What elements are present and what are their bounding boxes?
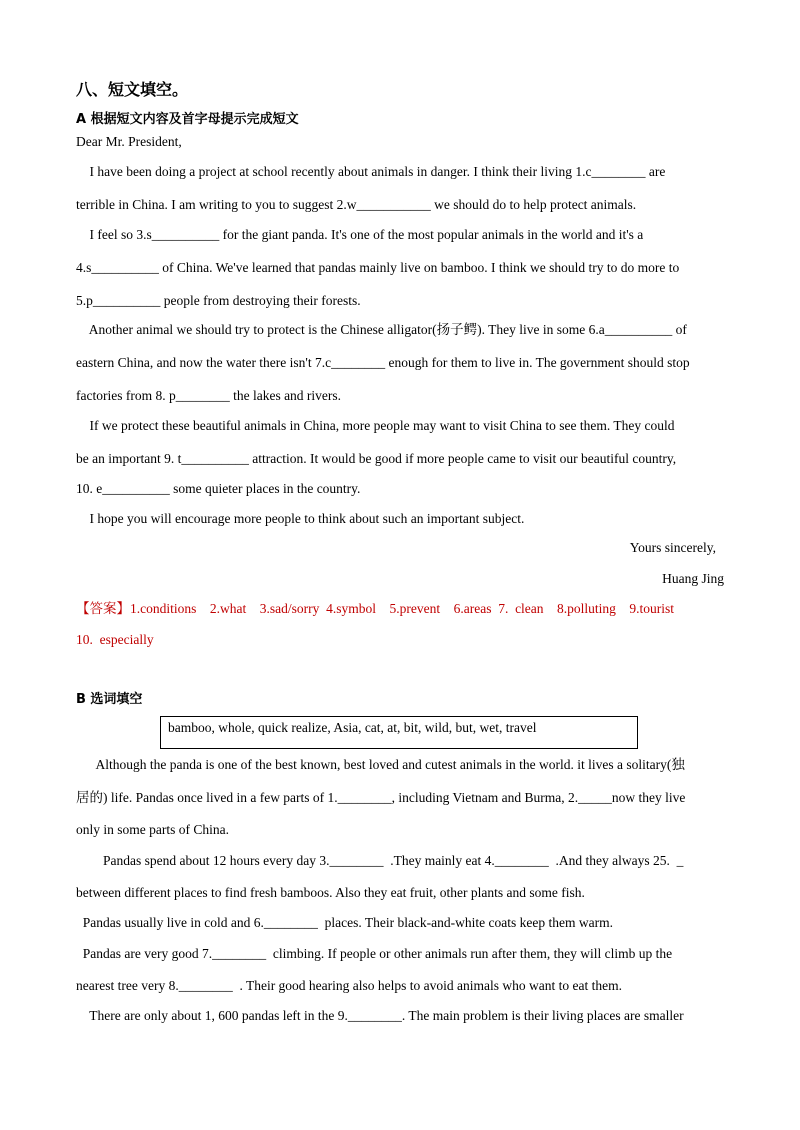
passage-line: Another animal we should try to protect is the Chinese alligator(扬子鳄). They live in some 6.a__________ of [76,322,687,337]
passage-line: nearest tree very 8.________ . Their good hearing also helps to avoid animals who want to eat them. [76,978,622,993]
passage-line: 居的) life. Pandas once lived in a few parts of 1.________, including Vietnam and Burma, 2._____now they live [76,790,686,805]
passage-line: I feel so 3.s__________ for the giant panda. It's one of the most popular animals in the world and it's a [76,227,644,242]
answer-key-line-2: 10. especially [76,632,154,647]
passage-line: I have been doing a project at school recently about animals in danger. I think their living 1.c________ are [76,164,666,179]
passage-line: There are only about 1, 600 pandas left in the 9.________. The main problem is their living places are smaller [76,1008,684,1023]
passage-line: only in some parts of China. [76,822,229,837]
passage-line: Pandas usually live in cold and 6.________ places. Their black-and-white coats keep them warm. [76,915,613,930]
passage-line: Pandas are very good 7.________ climbing. If people or other animals run after them, they will climb up the [76,946,673,961]
letter-signature: Huang Jing [662,571,724,586]
passage-line: be an important 9. t__________ attraction. It would be good if more people came to visit our beautiful country, [76,451,677,466]
passage-line: 4.s__________ of China. We've learned that pandas mainly live on bamboo. I think we should try to do more to [76,260,680,275]
word-bank-text: bamboo, whole, quick realize, Asia, cat, at, bit, wild, but, wet, travel [168,720,537,735]
passage-line: Pandas spend about 12 hours every day 3.________ .They mainly eat 4.________ .And they always 25. _ [76,853,684,868]
passage-line: I hope you will encourage more people to think about such an important subject. [76,511,525,526]
section-title: 八、短文填空。 [76,80,189,99]
part-a-heading: A 根据短文内容及首字母提示完成短文 [76,112,299,127]
passage-line: 5.p__________ people from destroying their forests. [76,293,361,308]
part-b-heading: B 选词填空 [76,692,143,707]
passage-line: between different places to find fresh bamboos. Also they eat fruit, other plants and some fish. [76,885,585,900]
passage-line: Although the panda is one of the best known, best loved and cutest animals in the world. it lives a solitary(独 [76,757,685,772]
passage-line: If we protect these beautiful animals in China, more people may want to visit China to see them. They could [76,418,675,433]
answer-key-line-1: 【答案】1.conditions 2.what 3.sad/sorry 4.symbol 5.prevent 6.areas 7. clean 8.polluting 9.tourist [76,601,675,616]
passage-line: 10. e__________ some quieter places in the country. [76,481,361,496]
letter-salutation: Dear Mr. President, [76,134,182,149]
passage-line: factories from 8. p________ the lakes and rivers. [76,388,342,403]
word-bank-box [160,716,638,749]
passage-line: terrible in China. I am writing to you to suggest 2.w___________ we should do to help protect animals. [76,197,637,212]
passage-line: eastern China, and now the water there isn't 7.c________ enough for them to live in. The government should stop [76,355,690,370]
letter-closing: Yours sincerely, [629,540,716,555]
